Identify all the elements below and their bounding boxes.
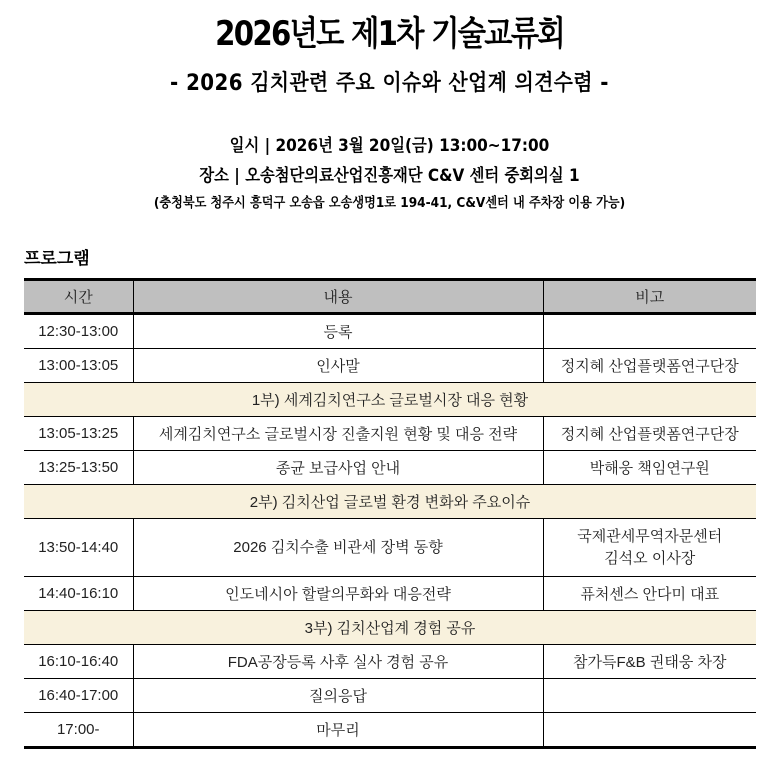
cell-content: 질의응답 xyxy=(133,679,543,713)
header-time: 시간 xyxy=(24,280,133,314)
cell-note xyxy=(543,713,756,748)
section-title: 2부) 김치산업 글로벌 환경 변화와 주요이슈 xyxy=(24,485,756,519)
cell-time: 13:50-14:40 xyxy=(24,519,133,577)
event-date: 일시 | 2026년 3월 20일(금) 13:00~17:00 xyxy=(229,136,550,156)
note-line: 김석오 이사장 xyxy=(604,549,696,567)
cell-time: 14:40-16:10 xyxy=(24,577,133,611)
table-header-row xyxy=(24,280,756,314)
table-row xyxy=(24,451,756,485)
cell-content: FDA공장등록 사후 실사 경험 공유 xyxy=(133,645,543,679)
event-place: 장소 | 오송첨단의료산업진흥재단 C&V 센터 중회의실 1 xyxy=(199,166,580,186)
header-content: 내용 xyxy=(133,280,543,314)
cell-content: 세계김치연구소 글로벌시장 진출지원 현황 및 대응 전략 xyxy=(133,417,543,451)
table-row xyxy=(24,314,756,349)
document-subtitle: - 2026 김치관련 주요 이슈와 산업계 의견수렴 - xyxy=(170,71,609,96)
cell-note: 박해웅 책임연구원 xyxy=(543,451,756,485)
cell-content: 2026 김치수출 비관세 장벽 동향 xyxy=(133,519,543,577)
cell-time: 12:30-13:00 xyxy=(24,314,133,349)
header-note: 비고 xyxy=(543,280,756,314)
table-row xyxy=(24,417,756,451)
cell-note: 정지혜 산업플랫폼연구단장 xyxy=(543,349,756,383)
event-address: (충청북도 청주시 흥덕구 오송읍 오송생명1로 194-41, C&V센터 내 주차장 이용 가능) xyxy=(153,195,626,211)
cell-content: 인사말 xyxy=(133,349,543,383)
cell-note xyxy=(543,314,756,349)
table-row xyxy=(24,349,756,383)
cell-time: 16:10-16:40 xyxy=(24,645,133,679)
cell-time: 13:00-13:05 xyxy=(24,349,133,383)
section-row xyxy=(24,383,756,417)
cell-content: 등록 xyxy=(133,314,543,349)
program-table xyxy=(24,278,756,749)
cell-time: 13:25-13:50 xyxy=(24,451,133,485)
cell-time: 16:40-17:00 xyxy=(24,679,133,713)
cell-note: 참가득F&B 권태웅 차장 xyxy=(543,645,756,679)
section-row xyxy=(24,485,756,519)
note-line: 국제관세무역자문센터 xyxy=(577,527,723,545)
cell-note xyxy=(543,519,756,577)
table-row xyxy=(24,577,756,611)
table-row xyxy=(24,645,756,679)
cell-time: 17:00- xyxy=(24,713,133,748)
document-title: 2026년도 제1차 기술교류회 xyxy=(215,14,564,54)
cell-content: 인도네시아 할랄의무화와 대응전략 xyxy=(133,577,543,611)
table-row xyxy=(24,713,756,748)
section-title: 1부) 세계김치연구소 글로벌시장 대응 현황 xyxy=(24,383,756,417)
cell-note xyxy=(543,679,756,713)
table-row xyxy=(24,679,756,713)
cell-content: 종균 보급사업 안내 xyxy=(133,451,543,485)
table-row xyxy=(24,519,756,577)
program-heading: 프로그램 xyxy=(24,249,90,269)
cell-time: 13:05-13:25 xyxy=(24,417,133,451)
section-row xyxy=(24,611,756,645)
cell-note: 정지혜 산업플랫폼연구단장 xyxy=(543,417,756,451)
section-title: 3부) 김치산업계 경험 공유 xyxy=(24,611,756,645)
cell-content: 마무리 xyxy=(133,713,543,748)
cell-note: 퓨처센스 안다미 대표 xyxy=(543,577,756,611)
